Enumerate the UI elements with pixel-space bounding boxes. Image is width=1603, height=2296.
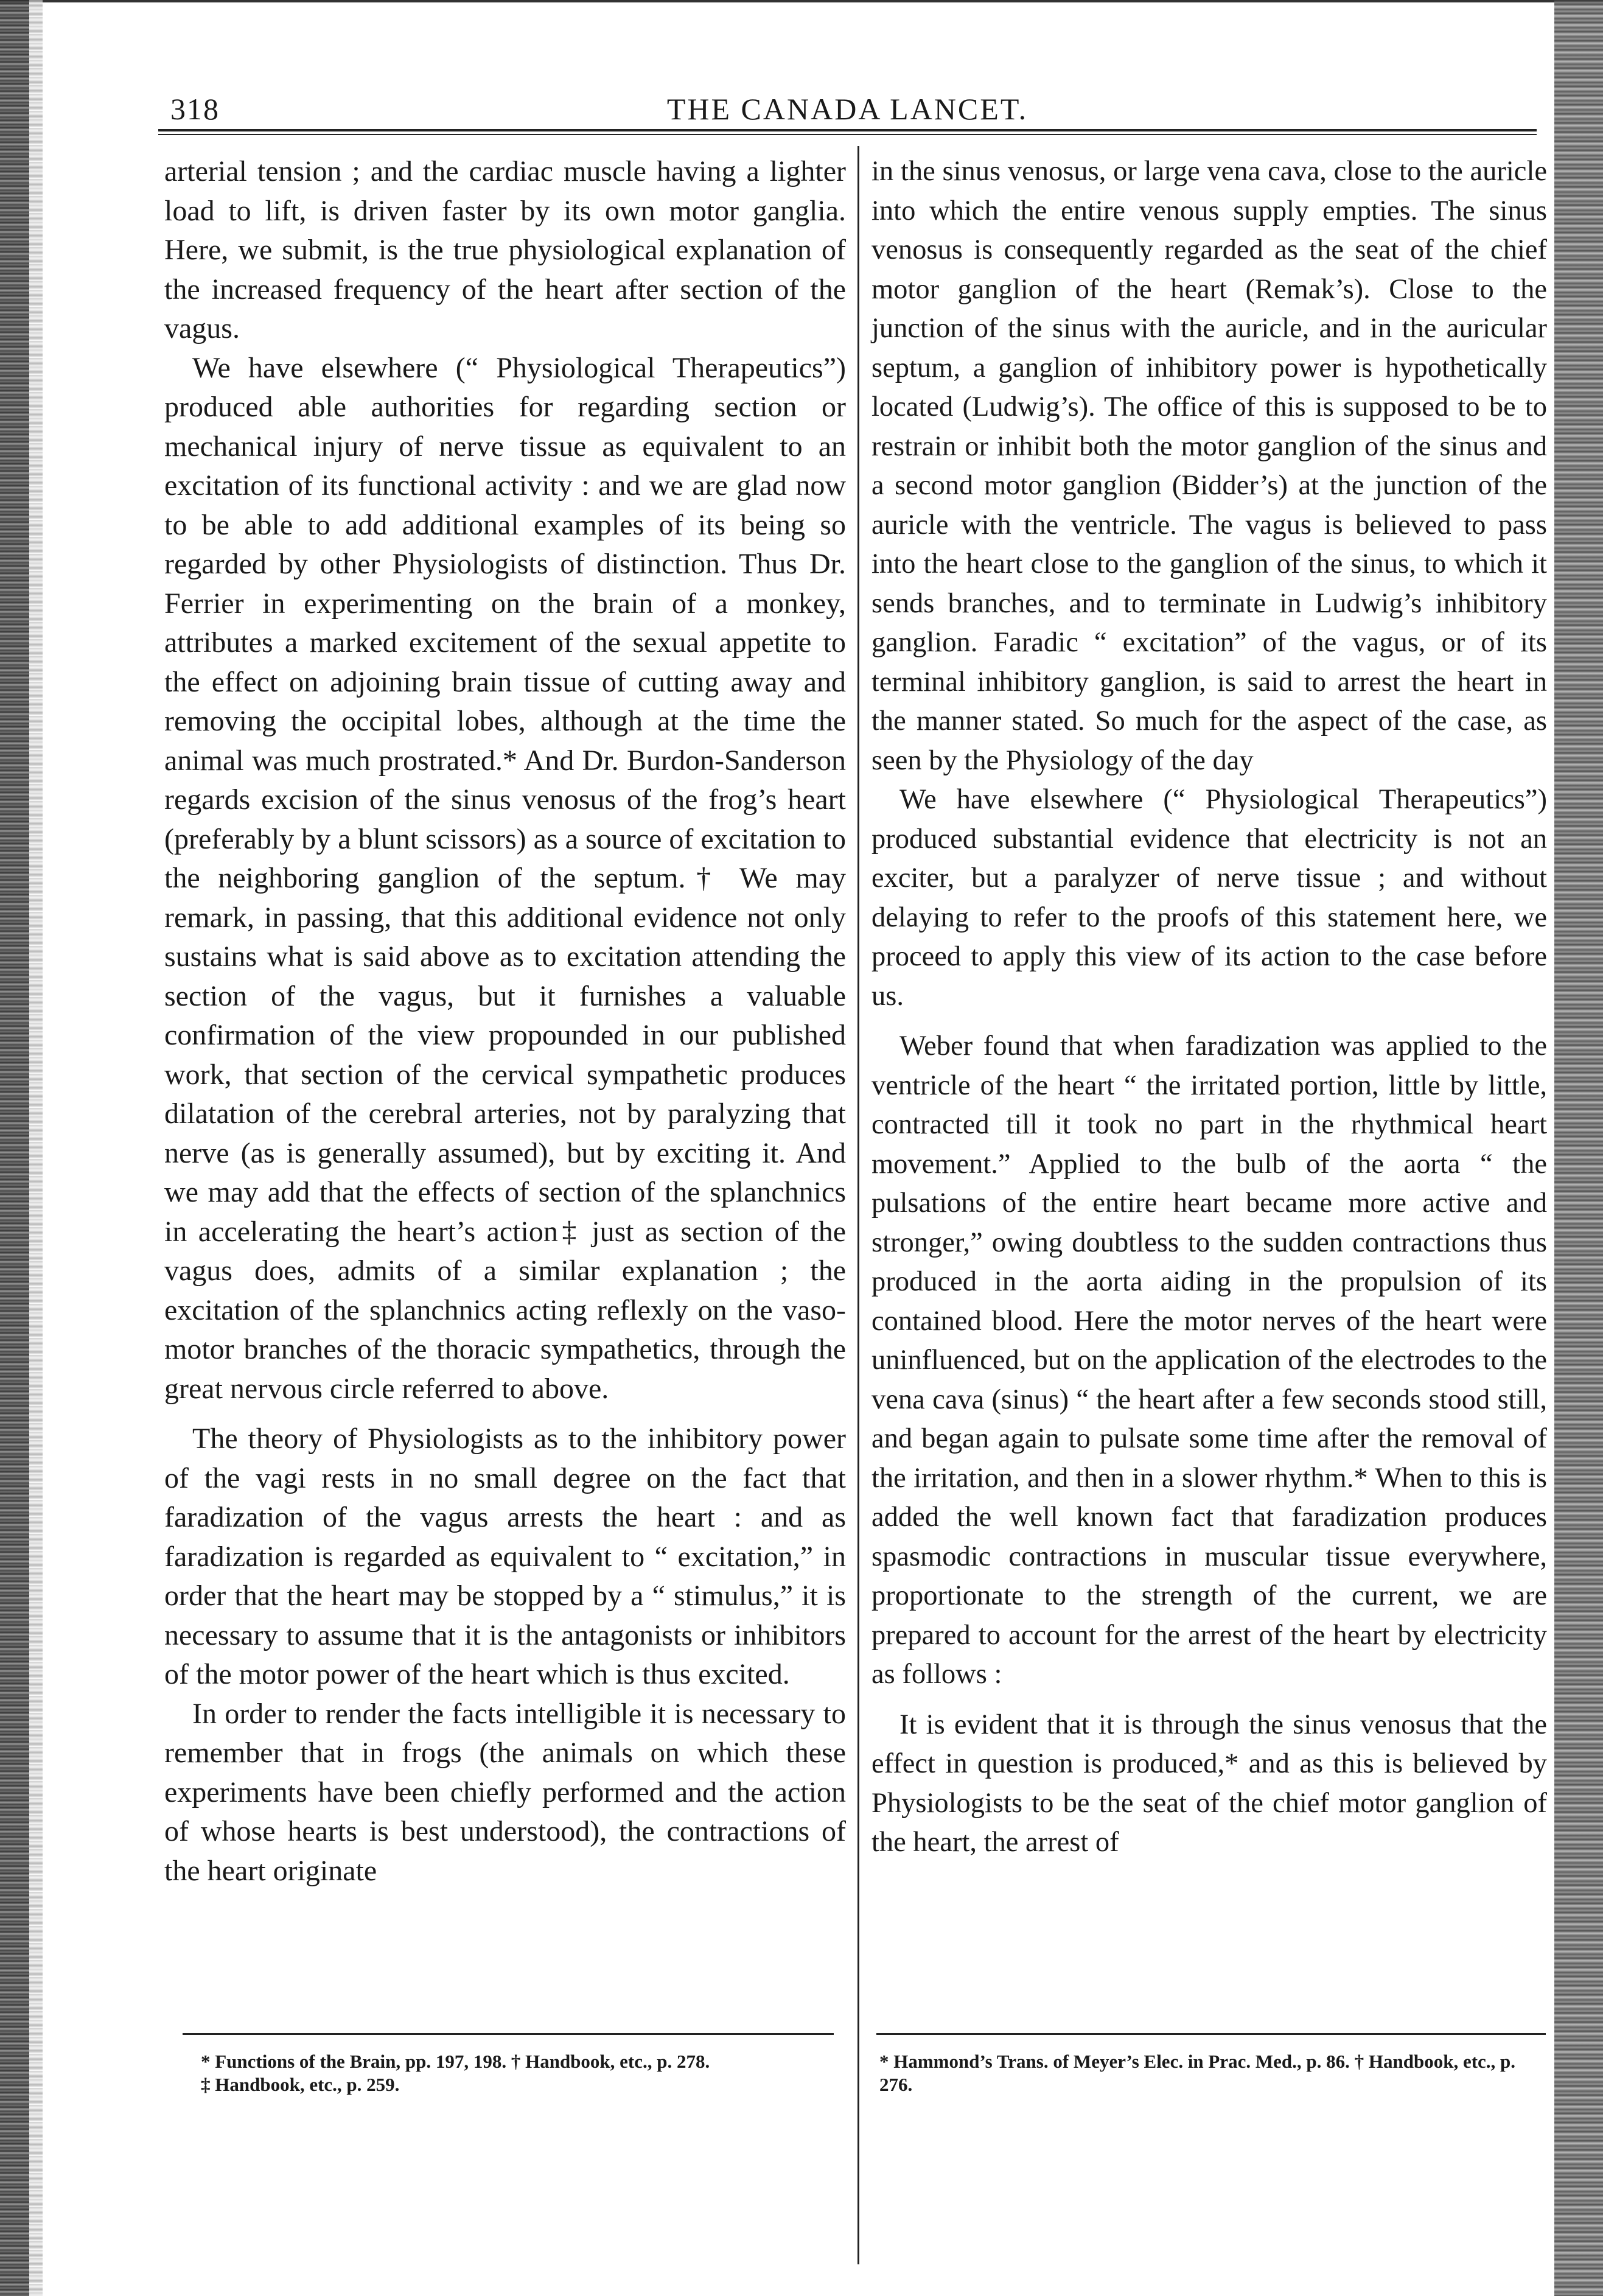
scan-right-edge bbox=[1554, 0, 1603, 2296]
left-paragraph-4: In order to render the facts intelligible it is necessary to remember that in frogs (the animals on which these experiments have been chiefly performed and the action of whose hearts is best understood), the contractions of the heart originate bbox=[164, 1697, 846, 1887]
footnotes-right bbox=[879, 2050, 1549, 2096]
scan-left-edge-shadow bbox=[29, 0, 43, 2296]
right-paragraph-3: Weber found that when faradization was applied to the ventricle of the heart “ the irritated portion, little by little, contracted till it took no part in the rhythmical heart movement.” Applied to the bulb of the aorta “ the pulsations of the entire heart became more active and stronger,” owing doubtless to the sudden contractions thus produced in the aorta aiding in the propulsion of its contained blood. Here the motor nerves of the heart were uninfluenced, but on the application of the electrodes to the vena cava (sinus) “ the heart after a few seconds stood still, and began again to pulsate some time after the removal of the irritation, and then in a slower rhythm.* When to this is added the well known fact that faradization produces spasmodic contractions in muscular tissue everywhere, proportionate to the strength of the current, we are prepared to account for the arrest of the heart by electricity as follows : bbox=[871, 1031, 1547, 1690]
page-number: 318 bbox=[170, 92, 220, 126]
scan-left-edge bbox=[0, 0, 29, 2296]
header-rule bbox=[158, 129, 1537, 135]
right-column bbox=[871, 152, 1547, 2027]
footnote-left-line-2: ‡ Handbook, etc., p. 259. bbox=[201, 2074, 400, 2095]
right-paragraph-1: in the sinus venosus, or large vena cava, close to the auricle into which the entire venous supply empties. The sinus venosus is consequently regarded as the seat of the chief motor ganglion of the heart (Remak’s). Close to the junction of the sinus with the auricle, and in the auricular septum, a ganglion of inhibitory power is hypothetically located (Ludwig’s). The office of this is supposed to be to restrain or inhibit both the motor ganglion of the sinus and a second motor ganglion (Bidder’s) at the junction of the auricle with the ventricle. The vagus is believed to pass into the heart close to the ganglion of the sinus, to which it sends branches, and to terminate in Ludwig’s inhibitory ganglion. Faradic “ excitation” of the vagus, or of its terminal inhibitory ganglion, is said to arrest the heart in the manner stated. So much for the aspect of the case, as seen by the Physiology of the day bbox=[871, 156, 1547, 776]
journal-title: THE CANADA LANCET. bbox=[666, 92, 1029, 126]
left-paragraph-3: The theory of Physiologists as to the inhibitory power of the vagi rests in no small degree on the fact that faradization of the vagus arrests the heart : and as faradization is regarded as equivalent to “ excitation,” in order that the heart may be stopped by a “ stimulus,” it is necessary to assume that it is the antagonists or inhibitors of the motor power of the heart which is thus excited. bbox=[164, 1423, 846, 1690]
footnotes-left bbox=[201, 2050, 840, 2096]
left-column bbox=[164, 152, 846, 2027]
scan-top-edge bbox=[0, 0, 1603, 18]
footnote-right-line-1: * Hammond’s Trans. of Meyer’s Elec. in Prac. Med., p. 86. † Handbook, etc., p. 276. bbox=[879, 2051, 1516, 2095]
footnote-left-line-1: * Functions of the Brain, pp. 197, 198. † Handbook, etc., p. 278. bbox=[201, 2051, 710, 2072]
page-header bbox=[164, 91, 1531, 134]
right-paragraph-2: We have elsewhere (“ Physiological Therapeutics”) produced substantial evidence that electricity is not an exciter, but a paralyzer of nerve tissue ; and without delaying to refer to the proofs of this statement here, we proceed to apply this view of its action to the case before us. bbox=[871, 784, 1547, 1012]
left-paragraph-2: We have elsewhere (“ Physiological Therapeutics”) produced able authorities for regarding section or mechanical injury of nerve tissue as equivalent to an excitation of its functional activity : and we are glad now to be able to add additional examples of its being so regarded by other Physiologists of distinction. Thus Dr. Ferrier in experimenting on the brain of a monkey, attributes a marked excitement of the sexual appetite to the effect on adjoining brain tissue of cutting away and removing the occipital lobes, although at the time the animal was much prostrated.* And Dr. Burdon-Sanderson regards excision of the sinus venosus of the frog’s heart (preferably by a blunt scissors) as a source of excitation to the neighboring ganglion of the septum.† We may remark, in passing, that this additional evidence not only sustains what is said above as to excitation attending the section of the vagus, but it furnishes a valuable confirmation of the view propounded in our published work, that section of the cervical sympathetic produces dilatation of the cerebral arteries, not by paralyzing that nerve (as is generally assumed), but by exciting it. And we may add that the effects of section of the splanchnics in accelerating the heart’s action‡ just as section of the vagus does, admits of a similar explanation ; the excitation of the splanchnics acting reflexly on the vaso-motor branches of the thoracic sympathetics, through the great nervous circle referred to above. bbox=[164, 351, 846, 1405]
footnote-rule-left bbox=[183, 2033, 834, 2035]
column-divider bbox=[857, 146, 859, 2264]
right-paragraph-4: It is evident that it is through the sinus venosus that the effect in question is produced,* and as this is believed by Physiologists to be the seat of the chief motor ganglion of the heart, the arrest of bbox=[871, 1709, 1547, 1858]
footnote-rule-right bbox=[876, 2033, 1546, 2035]
left-paragraph-1: arterial tension ; and the cardiac muscle having a lighter load to lift, is driven faster by its own motor ganglia. Here, we submit, is the true physiological explanation of the increased frequency of the heart after section of the vagus. bbox=[164, 155, 846, 345]
